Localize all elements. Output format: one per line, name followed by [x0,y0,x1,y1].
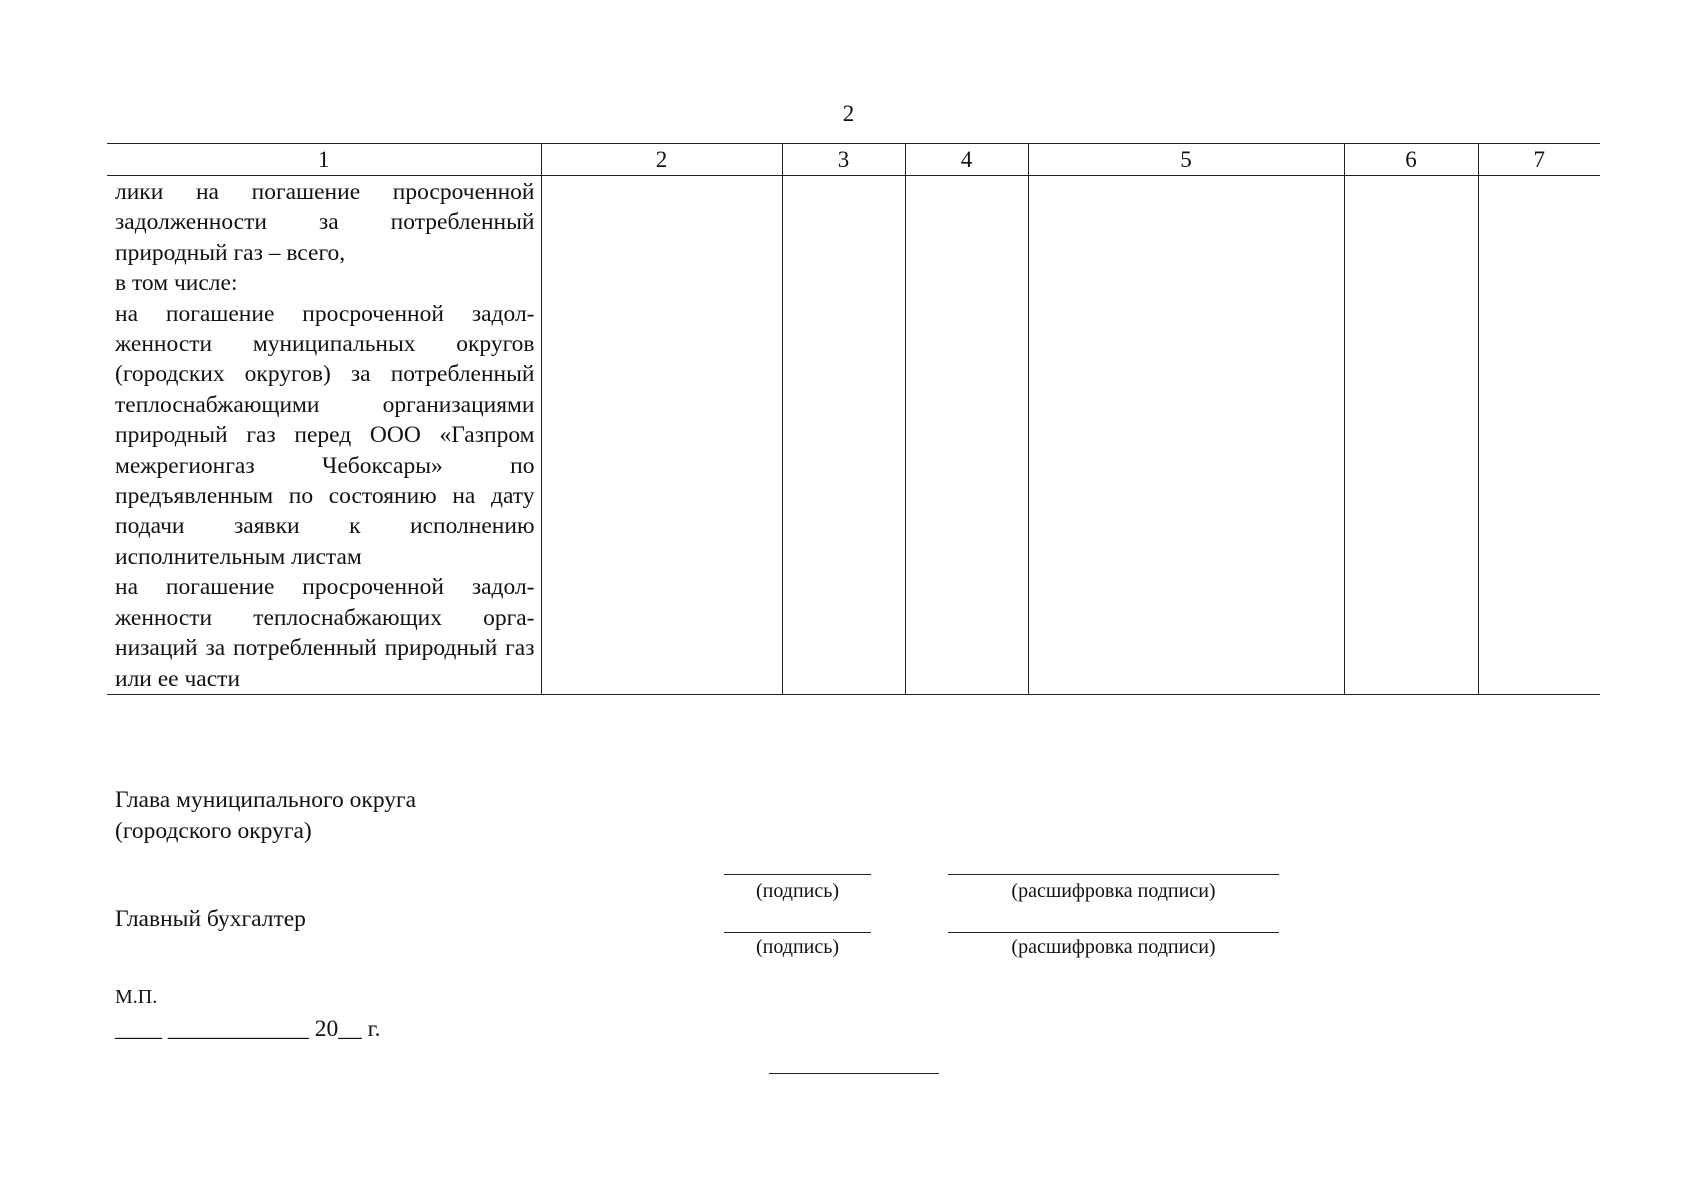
column-header-2: 2 [541,144,782,176]
chief-accountant-title: Главный бухгалтер [115,906,306,932]
accountant-signature-line [724,932,871,933]
description-paragraph-heat-supply: на погашение просроченной задолженности теплоснабжающих организаций за потребленный природный газ или ее части [115,574,535,692]
accountant-decoding-line [948,932,1279,933]
table-cell-col4 [905,176,1028,695]
head-signature-caption: (подпись) [755,880,840,902]
head-decoding-caption: (расшифровка подписи) [1011,880,1216,902]
column-header-7: 7 [1478,144,1600,176]
accountant-signature-caption: (подпись) [755,936,840,958]
table-cell-col7 [1478,176,1600,695]
head-signature-line [724,874,871,875]
column-header-6: 6 [1344,144,1478,176]
column-header-3: 3 [782,144,905,176]
column-header-4: 4 [905,144,1028,176]
head-title-line2: (городского округа) [115,818,312,844]
row-description [107,176,541,694]
description-paragraph-including: в том числе: [115,270,238,297]
column-header-1: 1 [107,144,541,176]
stamp-placeholder: М.П. [115,986,158,1008]
table-cell-col5 [1028,176,1344,695]
table-header-row [107,144,1600,176]
accountant-decoding-caption: (расшифровка подписи) [1011,936,1216,958]
description-paragraph-total: лики на погашение просроченной задолженности за потребленный природный газ – всего, [115,179,535,266]
table-cell-col6 [1344,176,1478,695]
report-table [107,143,1600,695]
description-paragraph-municipal: на погашение просроченной задолженности муниципальных округов (городских округов) за потребленный теплоснабжающими организациями природный газ перед ООО «Газпром межрегионгаз Чебоксары» по предъявленным по состоянию на дату подачи заявки к исполнению исполнительным листам [115,300,535,570]
description-cell [107,176,541,695]
table-cell-col3 [782,176,905,695]
footer-line [769,1073,939,1074]
column-header-5: 5 [1028,144,1344,176]
page-number: 2 [842,101,855,126]
head-decoding-line [948,874,1279,875]
table-cell-col2 [541,176,782,695]
date-line: ____ ____________ 20__ г. [115,1016,381,1042]
table-row [107,176,1600,695]
head-title-line1: Глава муниципального округа [115,787,417,813]
